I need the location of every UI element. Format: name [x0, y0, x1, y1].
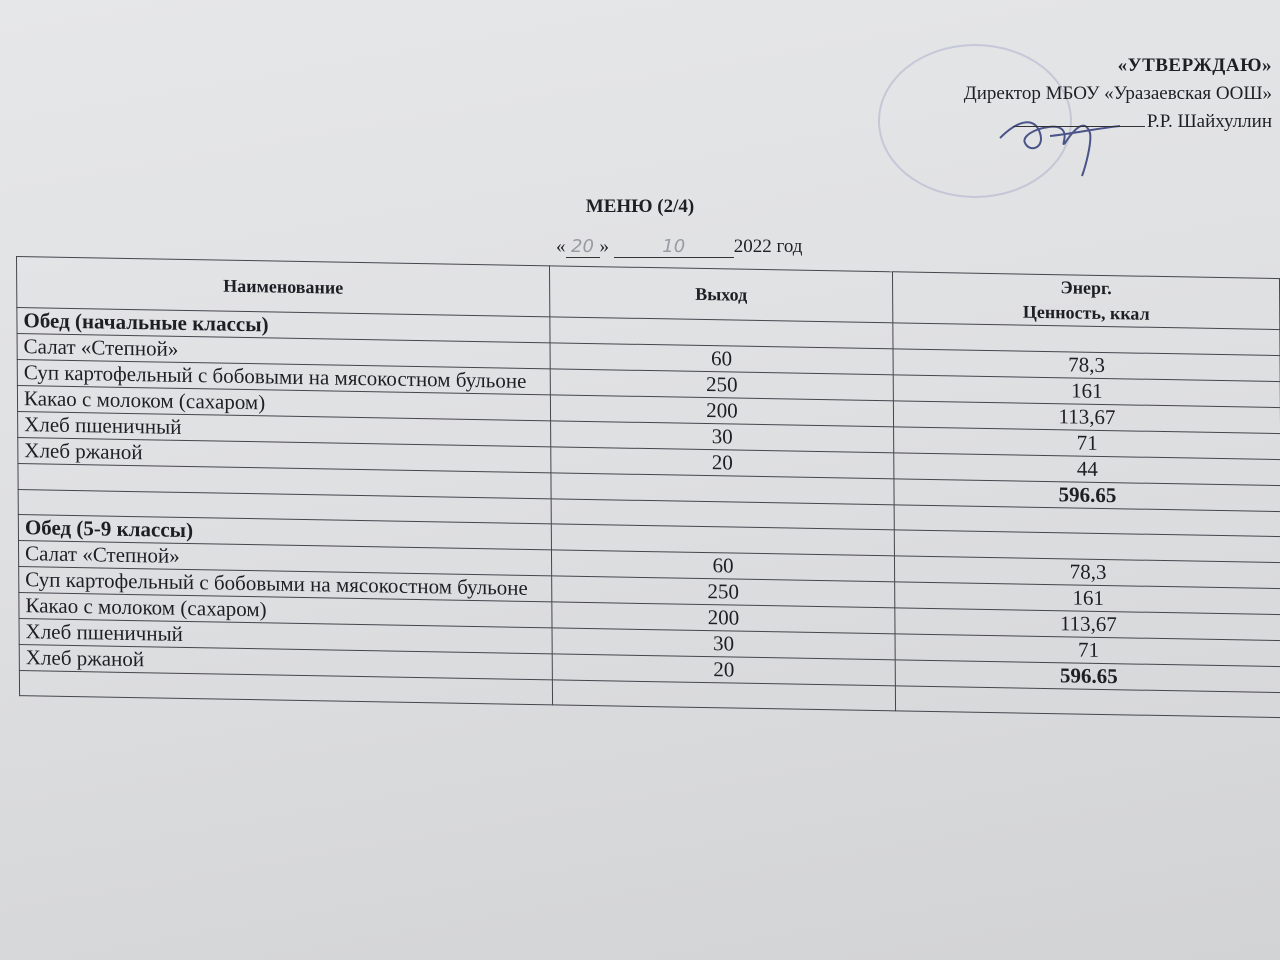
date-open-quote: « [556, 236, 566, 257]
menu-table-wrap [16, 256, 1280, 718]
dish-output: 60 [551, 550, 894, 582]
section-title: Обед (5-9 классы) [18, 515, 551, 550]
dish-output: 250 [550, 369, 893, 401]
section-total: 596.65 [895, 660, 1280, 693]
header-energy [892, 272, 1279, 330]
dish-name: Хлеб ржаной [18, 438, 551, 473]
approval-heading: «УТВЕРЖДАЮ» [1117, 55, 1272, 76]
dish-name: Суп картофельный с бобовыми на мясокостном бульоне [19, 567, 552, 602]
dish-energy: 161 [893, 375, 1280, 408]
menu-date [556, 236, 802, 258]
dish-output: 200 [550, 395, 893, 427]
header-energy-line2: Ценность, ккал [1022, 301, 1150, 324]
dish-name: Какао с молоком (сахаром) [19, 593, 552, 628]
dish-energy: 44 [894, 453, 1280, 486]
dish-name: Хлеб ржаной [19, 645, 552, 680]
dish-energy: 78,3 [894, 556, 1280, 589]
dish-name: Суп картофельный с бобовыми на мясокостном бульоне [17, 360, 550, 395]
dish-name: Салат «Степной» [17, 334, 550, 369]
dish-energy: 71 [894, 427, 1280, 460]
dish-output: 30 [552, 628, 895, 660]
signature-line [1013, 126, 1145, 127]
dish-energy: 161 [895, 582, 1280, 615]
date-day: 20 [566, 236, 600, 258]
date-month: 10 [614, 236, 734, 258]
section-total: 596.65 [894, 479, 1280, 512]
director-title: Директор МБОУ «Уразаевская ООШ» [963, 83, 1272, 104]
menu-table [16, 256, 1280, 718]
director-name: Р.Р. Шайхуллин [1146, 111, 1272, 132]
director-name-line [964, 108, 1272, 136]
menu-title: МЕНЮ (2/4) [585, 196, 695, 217]
dish-energy: 78,3 [893, 349, 1280, 382]
dish-output: 20 [552, 654, 895, 686]
dish-name: Хлеб пшеничный [18, 412, 551, 447]
dish-output: 20 [551, 447, 894, 479]
section-title: Обед (начальные классы) [17, 308, 550, 343]
dish-output: 60 [550, 343, 893, 375]
dish-name: Какао с молоком (сахаром) [17, 386, 550, 421]
header-output: Выход [549, 266, 892, 323]
dish-name: Салат «Степной» [18, 541, 551, 576]
date-year: 2022 год [733, 236, 803, 257]
approval-block [964, 52, 1272, 136]
dish-output: 250 [552, 576, 895, 608]
dish-energy: 113,67 [895, 608, 1280, 641]
dish-output: 30 [551, 421, 894, 453]
header-energy-line1: Энерг. [1060, 277, 1112, 299]
dish-output: 200 [552, 602, 895, 634]
dish-energy: 71 [895, 634, 1280, 667]
header-name: Наименование [17, 257, 550, 317]
date-close-quote: » [599, 236, 609, 257]
dish-name: Хлеб пшеничный [19, 619, 552, 654]
dish-energy: 113,67 [893, 401, 1280, 434]
